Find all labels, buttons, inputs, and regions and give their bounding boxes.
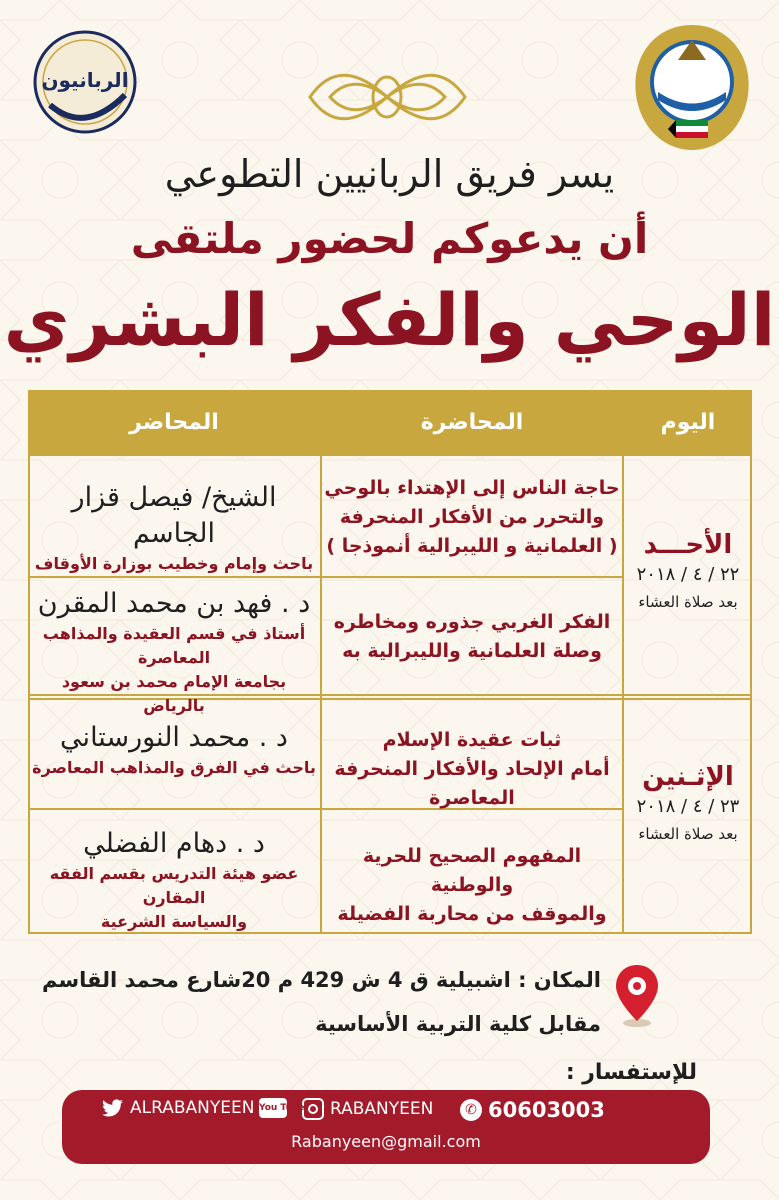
inquiry-label: للإستفسار : [565, 1060, 697, 1085]
location-address: المكان : اشبيلية ق 4 ش 429 م 20شارع محمد القاسم [42, 968, 601, 992]
topic-line: وصلة العلمانية والليبرالية به [342, 640, 602, 662]
invitation-line: أن يدعوكم لحضور ملتقى [130, 214, 649, 263]
day-block [624, 530, 752, 611]
lecturer-name: د . دهام الفضلي [83, 828, 265, 859]
topic-line: الفكر الغربي جذوره ومخاطره [333, 611, 611, 633]
knot-ornament [300, 68, 475, 126]
phone-icon: ✆ [460, 1099, 482, 1121]
topic-line: ثبات عقيدة الإسلام [382, 729, 562, 751]
topic-line: والموقف من محاربة الفضيلة [337, 903, 607, 925]
rabanyeen-logo [30, 25, 140, 140]
column-divider [622, 390, 624, 934]
twitter-item[interactable] [102, 1098, 254, 1118]
topic-line: حاجة الناس إلى الإهتداء بالوحي [324, 477, 620, 499]
location-landmark: مقابل كلية التربية الأساسية [315, 1012, 601, 1036]
event-title: الوحي والفكر البشري [3, 278, 776, 362]
kuwait-emblem-icon [628, 20, 756, 155]
day-time: بعد صلاة العشاء [638, 825, 738, 843]
lecturer-block [30, 480, 318, 576]
header-lecture: المحاضرة [420, 410, 524, 435]
column-divider [320, 390, 322, 934]
lecturer-desc: عضو هيئة التدريس بقسم الفقه المقارن [49, 864, 299, 907]
day-block [624, 762, 752, 843]
lecturer-desc: باحث في الفرق والمذاهب المعاصرة [32, 758, 316, 777]
lecturer-name: د . فهد بن محمد المقرن [37, 588, 311, 619]
row-divider [28, 576, 622, 578]
day-date: ٢٢ / ٤ / ٢٠١٨ [636, 564, 740, 585]
day-name: الأحـــد [643, 530, 733, 560]
schedule-table [28, 390, 752, 934]
day-name: الإثـنين [642, 762, 734, 792]
youtube-icon: You Tube [259, 1098, 287, 1118]
lecture-topic [324, 842, 620, 929]
contact-bar [62, 1090, 710, 1164]
instagram-item[interactable] [302, 1098, 433, 1120]
contact-row [62, 1098, 710, 1130]
lecture-topic [324, 608, 620, 666]
lecturer-name: الشيخ/ فيصل قزار الجاسم [71, 482, 277, 549]
twitter-handle: ALRABANYEEN [130, 1098, 255, 1118]
youtube-item[interactable] [259, 1098, 305, 1118]
lecturer-block [30, 826, 318, 934]
day-date: ٢٣ / ٤ / ٢٠١٨ [636, 796, 740, 817]
lecturer-desc: بجامعة الإمام محمد بن سعود بالرياض [61, 672, 287, 715]
intro-line: يسر فريق الربانيين التطوعي [164, 152, 615, 196]
topic-line: والتحرر من الأفكار المنحرفة [339, 506, 605, 528]
lecturer-name: د . محمد النورستاني [60, 722, 288, 753]
table-border [750, 390, 752, 934]
lecturer-block [30, 720, 318, 780]
topic-line: المفهوم الصحيح للحرية والوطنية [362, 845, 582, 896]
topic-line: أمام الإلحاد والأفكار المنحرفة المعاصرة [334, 758, 610, 809]
lecturer-block [30, 586, 318, 718]
instagram-icon [302, 1098, 324, 1120]
day-time: بعد صلاة العشاء [638, 593, 738, 611]
phone-item[interactable] [460, 1098, 605, 1122]
header-day: اليوم [660, 410, 716, 435]
lecturer-desc: أستاذ في قسم العقيدة والمذاهب المعاصرة [42, 624, 306, 667]
header-lecturer: المحاضر [129, 410, 219, 435]
instagram-handle: RABANYEEN [330, 1099, 434, 1119]
lecturer-desc: باحث وإمام وخطيب بوزارة الأوقاف [34, 554, 314, 573]
topic-line: ( العلمانية و الليبرالية أنموذجا ) [326, 535, 618, 557]
twitter-icon [102, 1099, 124, 1117]
svg-text:الربانيون: الربانيون [41, 68, 129, 92]
lecture-topic [324, 726, 620, 813]
location-pin-icon [612, 963, 662, 1029]
phone-number: 60603003 [488, 1098, 605, 1122]
lecturer-desc: والسياسة الشرعية [100, 912, 248, 931]
email-address[interactable]: Rabanyeen@gmail.com [291, 1132, 481, 1151]
lecture-topic [324, 474, 620, 561]
